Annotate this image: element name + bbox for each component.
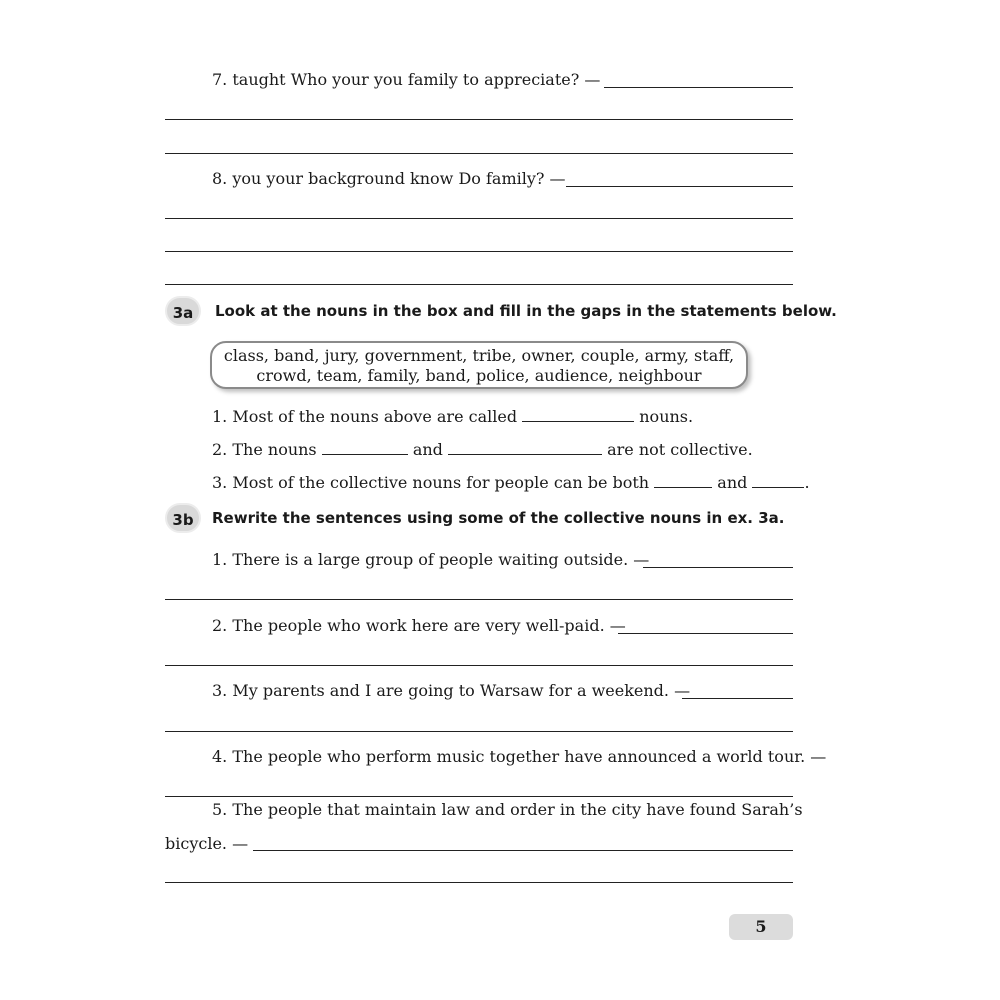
answer-line[interactable] <box>165 796 793 797</box>
rewrite-5-line-2: bicycle. — <box>165 834 249 853</box>
answer-line[interactable] <box>165 284 793 285</box>
statement-3a-1 <box>212 407 693 427</box>
answer-blank-r5[interactable] <box>253 850 793 851</box>
answer-line[interactable] <box>165 251 793 252</box>
answer-line[interactable] <box>165 218 793 219</box>
answer-line[interactable] <box>165 882 793 883</box>
rewrite-4: 4. The people who perform music together have announced a world tour. — <box>212 747 827 766</box>
answer-line[interactable] <box>165 665 793 666</box>
rewrite-2: 2. The people who work here are very well-paid. — <box>212 616 626 635</box>
statement-3a-3 <box>212 473 810 493</box>
noun-box-line-1: class, band, jury, government, tribe, owner, couple, army, staff, <box>223 346 735 365</box>
exercise-3b-badge: 3b <box>165 503 201 533</box>
statement-text: and <box>717 473 748 492</box>
rewrite-1: 1. There is a large group of people waiting outside. — <box>212 550 650 569</box>
gap-blank[interactable] <box>522 407 634 422</box>
statement-text: 1. Most of the nouns above are called <box>212 407 518 426</box>
statement-text: and <box>412 440 443 459</box>
page-number: 5 <box>729 914 793 940</box>
exercise-3b-instruction: Rewrite the sentences using some of the collective nouns in ex. 3a. <box>212 509 785 527</box>
question-7: 7. taught Who your you family to appreciate? — <box>212 70 601 89</box>
gap-blank[interactable] <box>322 440 408 455</box>
answer-blank-r1[interactable] <box>643 567 793 568</box>
noun-box-line-2: crowd, team, family, band, police, audience, neighbour <box>256 366 702 385</box>
statement-text: . <box>804 473 810 492</box>
statement-text: nouns. <box>639 407 694 426</box>
rewrite-5-line-1: 5. The people that maintain law and order in the city have found Sarah’s <box>212 800 803 819</box>
answer-line[interactable] <box>165 119 793 120</box>
exercise-3a-instruction: Look at the nouns in the box and fill in the gaps in the statements below. <box>215 302 837 320</box>
statement-text: are not collective. <box>607 440 753 459</box>
gap-blank[interactable] <box>752 473 804 488</box>
rewrite-3: 3. My parents and I are going to Warsaw for a weekend. — <box>212 681 691 700</box>
answer-blank-8[interactable] <box>566 186 793 187</box>
noun-box <box>210 341 748 389</box>
gap-blank[interactable] <box>654 473 712 488</box>
answer-line[interactable] <box>165 731 793 732</box>
question-8: 8. you your background know Do family? — <box>212 169 566 188</box>
exercise-3a-badge: 3a <box>165 296 201 326</box>
statement-3a-2 <box>212 440 753 460</box>
answer-blank-7[interactable] <box>604 87 793 88</box>
statement-text: 3. Most of the collective nouns for people can be both <box>212 473 650 492</box>
answer-line[interactable] <box>165 599 793 600</box>
answer-blank-r2[interactable] <box>618 633 793 634</box>
answer-line[interactable] <box>165 153 793 154</box>
answer-blank-r3[interactable] <box>682 698 793 699</box>
statement-text: 2. The nouns <box>212 440 317 459</box>
gap-blank[interactable] <box>448 440 602 455</box>
